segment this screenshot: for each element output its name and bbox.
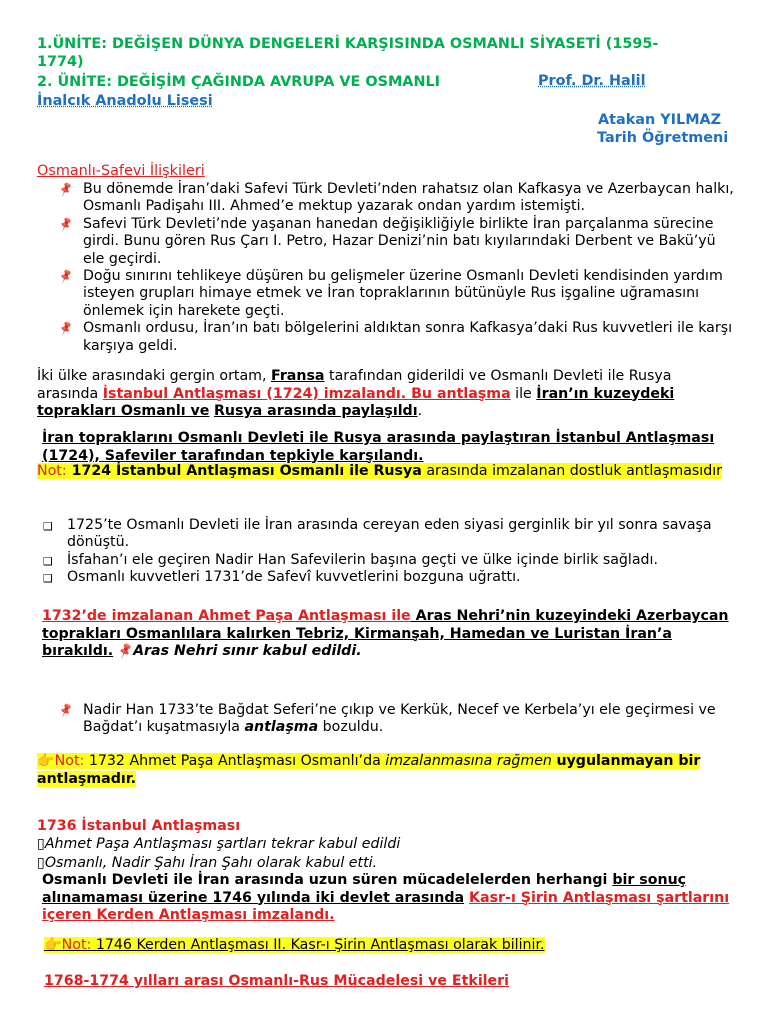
nadir-bagdat-list [37,702,737,737]
section-title-istanbul-1736: 1736 İstanbul Antlaşması [37,818,241,834]
school-link-part1[interactable]: Prof. Dr. Halil [538,73,646,89]
missing-glyph-icon: ▯ [37,836,45,852]
pointing-hand-icon: 👉 [37,753,55,769]
pointing-hand-icon: 👉 [44,937,62,953]
partition-paragraph: İran topraklarını Osmanlı Devleti ile Rusya arasında paylaştıran İstanbul Antlaşması (1724), Safeviler tarafından tepkiyle karşılandı. [42,430,715,464]
section-title-1768-1774: 1768-1774 yılları arası Osmanlı-Rus Mücadelesi ve Etkileri [44,973,510,989]
note-label: Not: [54,753,85,769]
istanbul-1724-paragraph: İki ülke arasındaki gergin ortam, Fransa tarafından giderildi ve Osmanlı Devleti ile Rusya arasında İstanbul Antlaşması (1724) imzalandı. Bu antlaşma ile İran’ın kuzeydeki toprakları Osmanlı ve Rusya arasında paylaşıldı. [37,368,675,419]
note-1746: 👉Not: 1746 Kerden Antlaşması II. Kasr-ı Şirin Antlaşması olarak bilinir. [44,937,545,953]
pushpin-icon: 📌 [57,320,75,338]
unit2-heading: 2. ÜNİTE: DEĞİŞİM ÇAĞINDA AVRUPA VE OSMANLI [37,74,441,90]
list-item: ❑ Osmanlı kuvvetleri 1731’de Safevî kuvvetlerini bozguna uğrattı. [25,569,725,586]
list-item: ❑ İsfahan’ı ele geçiren Nadir Han Safevilerin başına geçti ve ülke içinde birlik sağladı. [25,552,725,569]
treaty-1736-line2: ▯Osmanlı, Nadir Şahı İran Şahı olarak kabul etti. [37,855,378,871]
note-label: Not: [37,463,67,479]
missing-glyph-icon: ▯ [37,855,45,871]
unit1-title: 1.ÜNİTE: DEĞİŞEN DÜNYA DENGELERİ KARŞISINDA OSMANLI SİYASETİ (1595- [37,36,659,52]
teacher-title: Tarih Öğretmeni [597,130,729,146]
note-1732: 👉Not: 1732 Ahmet Paşa Antlaşması Osmanlı’da imzalanmasına rağmen uygulanmayan bir antlaşmadır. [37,753,701,787]
square-bullet-icon: ❑ [43,554,53,568]
pushpin-icon: 📌 [115,641,135,661]
list-item: 📌 Safevi Türk Devleti’nde yaşanan hanedan değişikliğiyle birlikte İran parçalanma sürecine girdi. Bunu gören Rus Çarı I. Petro, Hazar Denizi’nin batı kıyılarındaki Derbent ve Bakü’yü ele geçirdi. [57,215,716,267]
nadir-bullet-list [25,517,725,587]
safavid-bullet-list [37,181,737,355]
list-item: 📌 Doğu sınırını tehlikeye düşüren bu gelişmeler üzerine Osmanlı Devleti kendisinden yardım isteyen grupları himaye etmek ve İran topraklarının bütünüyle Rus işgaline uğramasını önlemek için harekete geçti. [57,268,723,319]
pushpin-icon: 📌 [57,215,75,233]
pushpin-icon: 📌 [57,181,75,198]
square-bullet-icon: ❑ [43,572,53,586]
section-title-ottoman-safavid: Osmanlı-Safevi İlişkileri [37,163,205,179]
unit1-title-cont: 1774) [37,54,84,70]
list-item: 📌 Nadir Han 1733’te Bağdat Seferi’ne çıkıp ve Kerkük, Necef ve Kerbela’yı ele geçirmesi ve Bağdat’ı kuşatmasıyla antlaşma bozuldu. [57,702,716,736]
list-item: ❑ 1725’te Osmanlı Devleti ile İran arasında cereyan eden siyasi gerginlik bir yıl sonra savaşa dönüştü. [43,517,712,551]
ahmet-pasa-paragraph: 1732’de imzalanan Ahmet Paşa Antlaşması ile Aras Nehri’nin kuzeyindeki Azerbaycan toprakları Osmanlılara kalırken Tebriz, Kirmanşah, Hamedan ve Luristan İran’a bırakıldı. 📌Aras Nehri sınır kabul edildi. [42,608,732,661]
note-1724: Not: 1724 İstanbul Antlaşması Osmanlı ile Rusya arasında imzalanan dostluk antlaşmasıdır [37,463,723,479]
school-link-part2[interactable]: İnalcık Anadolu Lisesi [37,93,213,109]
list-item: 📌 Osmanlı ordusu, İran’ın batı bölgelerini aldıktan sonra Kafkasya’daki Rus kuvvetleri ile karşı karşıya geldi. [57,320,733,354]
kerden-paragraph: Osmanlı Devleti ile İran arasında uzun süren mücadelelerden herhangi bir sonuç alınamaması üzerine 1746 yılında iki devlet arasında Kasr-ı Şirin Antlaşması şartlarını içeren Kerden Antlaşması imzalandı. [42,872,730,923]
pushpin-icon: 📌 [57,702,75,719]
unit1-heading [37,35,727,71]
list-item: 📌 Bu dönemde İran’daki Safevi Türk Devleti’nden rahatsız olan Kafkasya ve Azerbaycan halkı, Osmanlı Padişahı III. Ahmed’e mektup yazarak ondan yardım istemişti. [57,181,734,215]
square-bullet-icon: ❑ [43,520,53,533]
note-label: Not: [61,937,92,953]
pushpin-icon: 📌 [57,268,75,285]
teacher-name: Atakan YILMAZ [598,112,722,128]
treaty-1736-line1: ▯Ahmet Paşa Antlaşması şartları tekrar kabul edildi [37,836,401,852]
